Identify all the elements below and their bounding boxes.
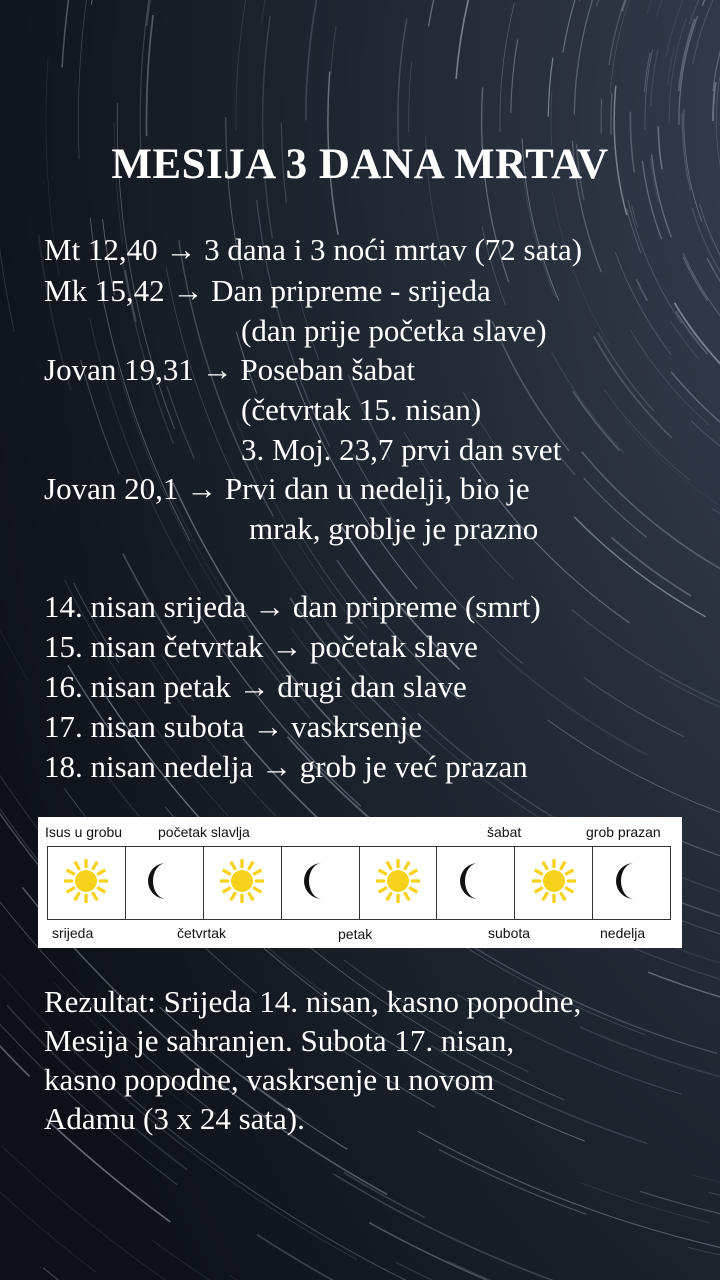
verse-line: Mk 15,42 → Dan pripreme - srijeda [44, 273, 491, 308]
sun-icon [64, 859, 108, 908]
star-trail [601, 99, 602, 134]
moon-icon [456, 859, 496, 908]
calendar-cell [204, 847, 282, 919]
moon-icon [300, 859, 340, 908]
verse-line: 3. Moj. 23,7 prvi dan svet [241, 432, 562, 467]
calendar-cell [360, 847, 438, 919]
day-line: 16. nisan petak → drugi dan slave [44, 669, 467, 704]
calendar-cell [437, 847, 515, 919]
result-line: kasno popodne, vaskrsenje u novom [44, 1062, 495, 1097]
sun-icon [376, 859, 420, 908]
result-line: Mesija je sahranjen. Subota 17. nisan, [44, 1023, 515, 1058]
result-line: Rezultat: Srijeda 14. nisan, kasno popodne, [44, 984, 582, 1019]
calendar-top-label: šabat [487, 824, 522, 840]
calendar-day-label: srijeda [52, 925, 94, 941]
day-line: 15. nisan četvrtak → početak slave [44, 629, 478, 664]
calendar-cell [48, 847, 126, 919]
verse-line: Jovan 19,31 → Poseban šabat [44, 352, 416, 387]
day-line: 14. nisan srijeda → dan pripreme (smrt) [44, 589, 541, 624]
verse-line: Jovan 20,1 → Prvi dan u nedelji, bio je [44, 471, 530, 506]
result-line: Adamu (3 x 24 sata). [44, 1101, 305, 1136]
sun-icon [532, 859, 576, 908]
calendar-diagram [38, 817, 682, 948]
calendar-cell [593, 847, 670, 919]
calendar-cells [47, 846, 671, 920]
verse-line: mrak, groblje je prazno [249, 511, 539, 546]
calendar-top-label: grob prazan [586, 824, 661, 840]
verse-line: Mt 12,40 → 3 dana i 3 noći mrtav (72 sata) [44, 232, 583, 267]
day-line: 17. nisan subota → vaskrsenje [44, 709, 422, 744]
verse-line: (dan prije početka slave) [241, 313, 547, 348]
calendar-top-label: Isus u grobu [45, 824, 123, 840]
calendar-day-label: nedelja [600, 925, 646, 941]
page-title: MESIJA 3 DANA MRTAV [111, 141, 609, 188]
sun-icon [220, 859, 264, 908]
calendar-cell [126, 847, 204, 919]
calendar-day-label: četvrtak [177, 925, 227, 941]
verse-line: (četvrtak 15. nisan) [241, 392, 482, 427]
calendar-day-label: petak [338, 926, 373, 942]
day-line: 18. nisan nedelja → grob je već prazan [44, 749, 528, 784]
moon-icon [144, 859, 184, 908]
calendar-top-label: početak slavlja [158, 824, 250, 840]
calendar-day-label: subota [488, 925, 531, 941]
calendar-cell [282, 847, 360, 919]
moon-icon [612, 859, 652, 908]
calendar-cell [515, 847, 593, 919]
